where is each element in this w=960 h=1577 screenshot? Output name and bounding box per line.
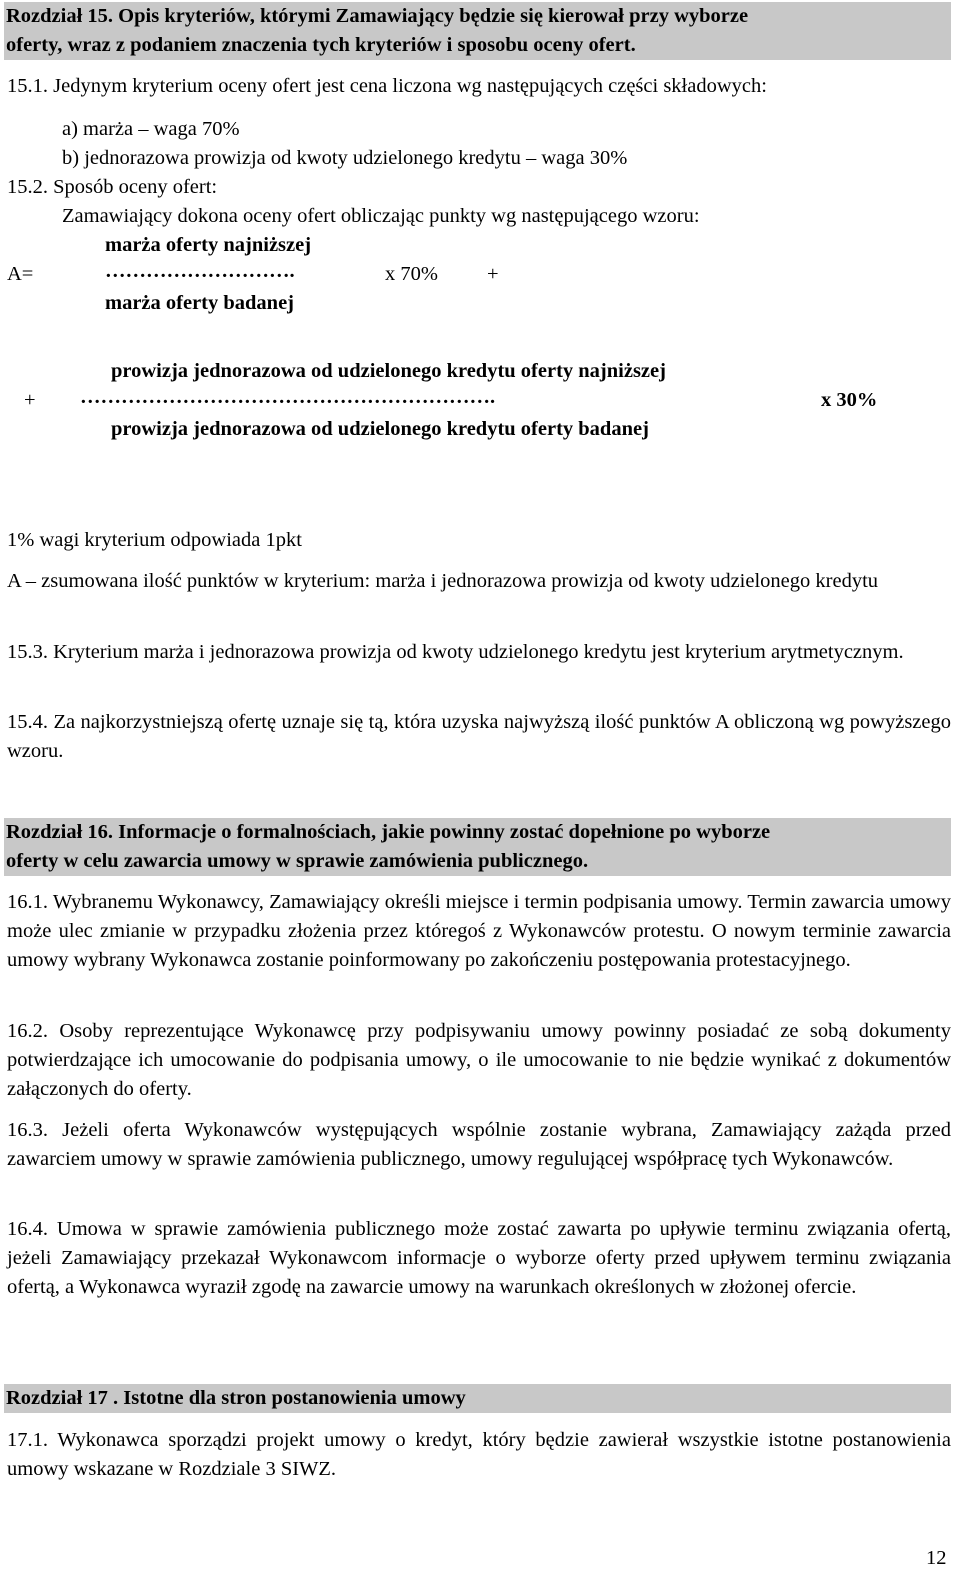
- paragraph-text: Wybranemu Wykonawcy, Zamawiający określi miejsce i termin podpisania umowy. Termin zawarcia umowy może ulec zmianie w przypadku złożenia przez któregoś z Wykonawców protestu. O nowym terminie zawarcia umowy wybrany Wykonawca zostanie poinformowany po zakończeniu postępowania protestacyjnego.: [7, 891, 951, 971]
- chapter-16-heading-line1: Rozdział 16. Informacje o formalnościach, jakie powinny zostać dopełnione po wyborze: [6, 821, 771, 843]
- paragraph-text: Umowa w sprawie zamówienia publicznego może zostać zawarta po upływie terminu związania ofertą, jeżeli Zamawiający przekazał Wykonawcom informacje o wyborze oferty przed upływem terminu związania ofertą, a Wykonawca wyraził zgodę na zawarcie umowy na warunkach określonych w złożonej ofercie.: [7, 1218, 951, 1298]
- paragraph-text: Wykonawca sporządzi projekt umowy o kredyt, który będzie zawierał wszystkie istotne postanowienia umowy wskazane w Rozdziale 3 SIWZ.: [7, 1429, 951, 1480]
- paragraph-number: 16.3.: [7, 1119, 48, 1141]
- page-number: 12: [926, 1547, 947, 1569]
- paragraph-16-3: [7, 1116, 951, 1174]
- paragraph-text: Sposób oceny ofert:: [53, 176, 218, 198]
- paragraph-number: 16.1.: [7, 891, 48, 913]
- formula-lhs: A=: [7, 263, 34, 285]
- paragraph-15-2-sub: Zamawiający dokona oceny ofert obliczając punkty wg następującego wzoru:: [62, 205, 700, 227]
- paragraph-text: Jedynym kryterium oceny ofert jest cena liczona wg następujących części składowych:: [53, 75, 767, 97]
- paragraph-number: 15.1.: [7, 75, 48, 97]
- note-points: 1% wagi kryterium odpowiada 1pkt: [7, 529, 302, 551]
- formula-dots-1: ……………………….: [105, 260, 295, 282]
- paragraph-number: 17.1.: [7, 1429, 48, 1451]
- formula-numerator-1: marża oferty najniższej: [105, 234, 312, 256]
- paragraph-number: 15.4.: [7, 711, 48, 733]
- paragraph-16-4: [7, 1215, 951, 1302]
- criterion-b: b) jednorazowa prowizja od kwoty udzielonego kredytu – waga 30%: [62, 147, 628, 169]
- criterion-a: a) marża – waga 70%: [62, 118, 240, 140]
- chapter-15-heading: [4, 2, 951, 60]
- paragraph-number: 15.2.: [7, 176, 48, 198]
- formula-plus-1: +: [487, 263, 499, 285]
- formula-denominator-2: prowizja jednorazowa od udzielonego kredytu oferty badanej: [111, 418, 649, 440]
- formula-multiplier-1: x 70%: [385, 263, 438, 285]
- paragraph-15-3: [7, 638, 951, 667]
- formula-dots-2: …………………………………………………….: [80, 386, 496, 408]
- paragraph-text: Osoby reprezentujące Wykonawcę przy podpisywaniu umowy powinny posiadać ze sobą dokumenty potwierdzające ich umocowanie do podpisania umowy, o ile umocowanie to nie będzie wynikać z dokumentów załączonych do oferty.: [7, 1020, 951, 1100]
- paragraph-15-1: [7, 72, 767, 101]
- chapter-16-heading: [4, 818, 951, 876]
- paragraph-15-2: [7, 173, 217, 202]
- chapter-15-heading-line1: Rozdział 15. Opis kryteriów, którymi Zamawiający będzie się kierował przy wyborze: [6, 5, 749, 27]
- paragraph-number: 16.4.: [7, 1218, 48, 1240]
- paragraph-15-4: [7, 708, 951, 766]
- note-a-definition: A – zsumowana ilość punktów w kryterium: marża i jednorazowa prowizja od kwoty udzielonego kredytu: [7, 570, 879, 592]
- paragraph-number: 15.3.: [7, 641, 48, 663]
- formula-plus-2: +: [24, 389, 36, 411]
- chapter-16-heading-line2: oferty w celu zawarcia umowy w sprawie zamówienia publicznego.: [6, 850, 589, 872]
- paragraph-text: Kryterium marża i jednorazowa prowizja od kwoty udzielonego kredytu jest kryterium arytmetycznym.: [53, 641, 904, 663]
- chapter-17-heading: Rozdział 17 . Istotne dla stron postanowienia umowy: [4, 1384, 951, 1413]
- paragraph-text: Za najkorzystniejszą ofertę uznaje się tą, która uzyska najwyższą ilość punktów A obliczoną wg powyższego wzoru.: [7, 711, 952, 762]
- formula-numerator-2: prowizja jednorazowa od udzielonego kredytu oferty najniższej: [111, 360, 666, 382]
- chapter-15-heading-line2: oferty, wraz z podaniem znaczenia tych kryteriów i sposobu oceny ofert.: [6, 34, 636, 56]
- formula-multiplier-2: x 30%: [821, 389, 878, 411]
- paragraph-16-1: [7, 888, 951, 975]
- paragraph-text: Jeżeli oferta Wykonawców występujących wspólnie zostanie wybrana, Zamawiający zażąda przed zawarciem umowy w sprawie zamówienia publicznego, umowy regulującej współpracę tych Wykonawców.: [7, 1119, 952, 1170]
- paragraph-number: 16.2.: [7, 1020, 48, 1042]
- paragraph-17-1: [7, 1426, 951, 1484]
- paragraph-16-2: [7, 1017, 951, 1104]
- formula-denominator-1: marża oferty badanej: [105, 292, 295, 314]
